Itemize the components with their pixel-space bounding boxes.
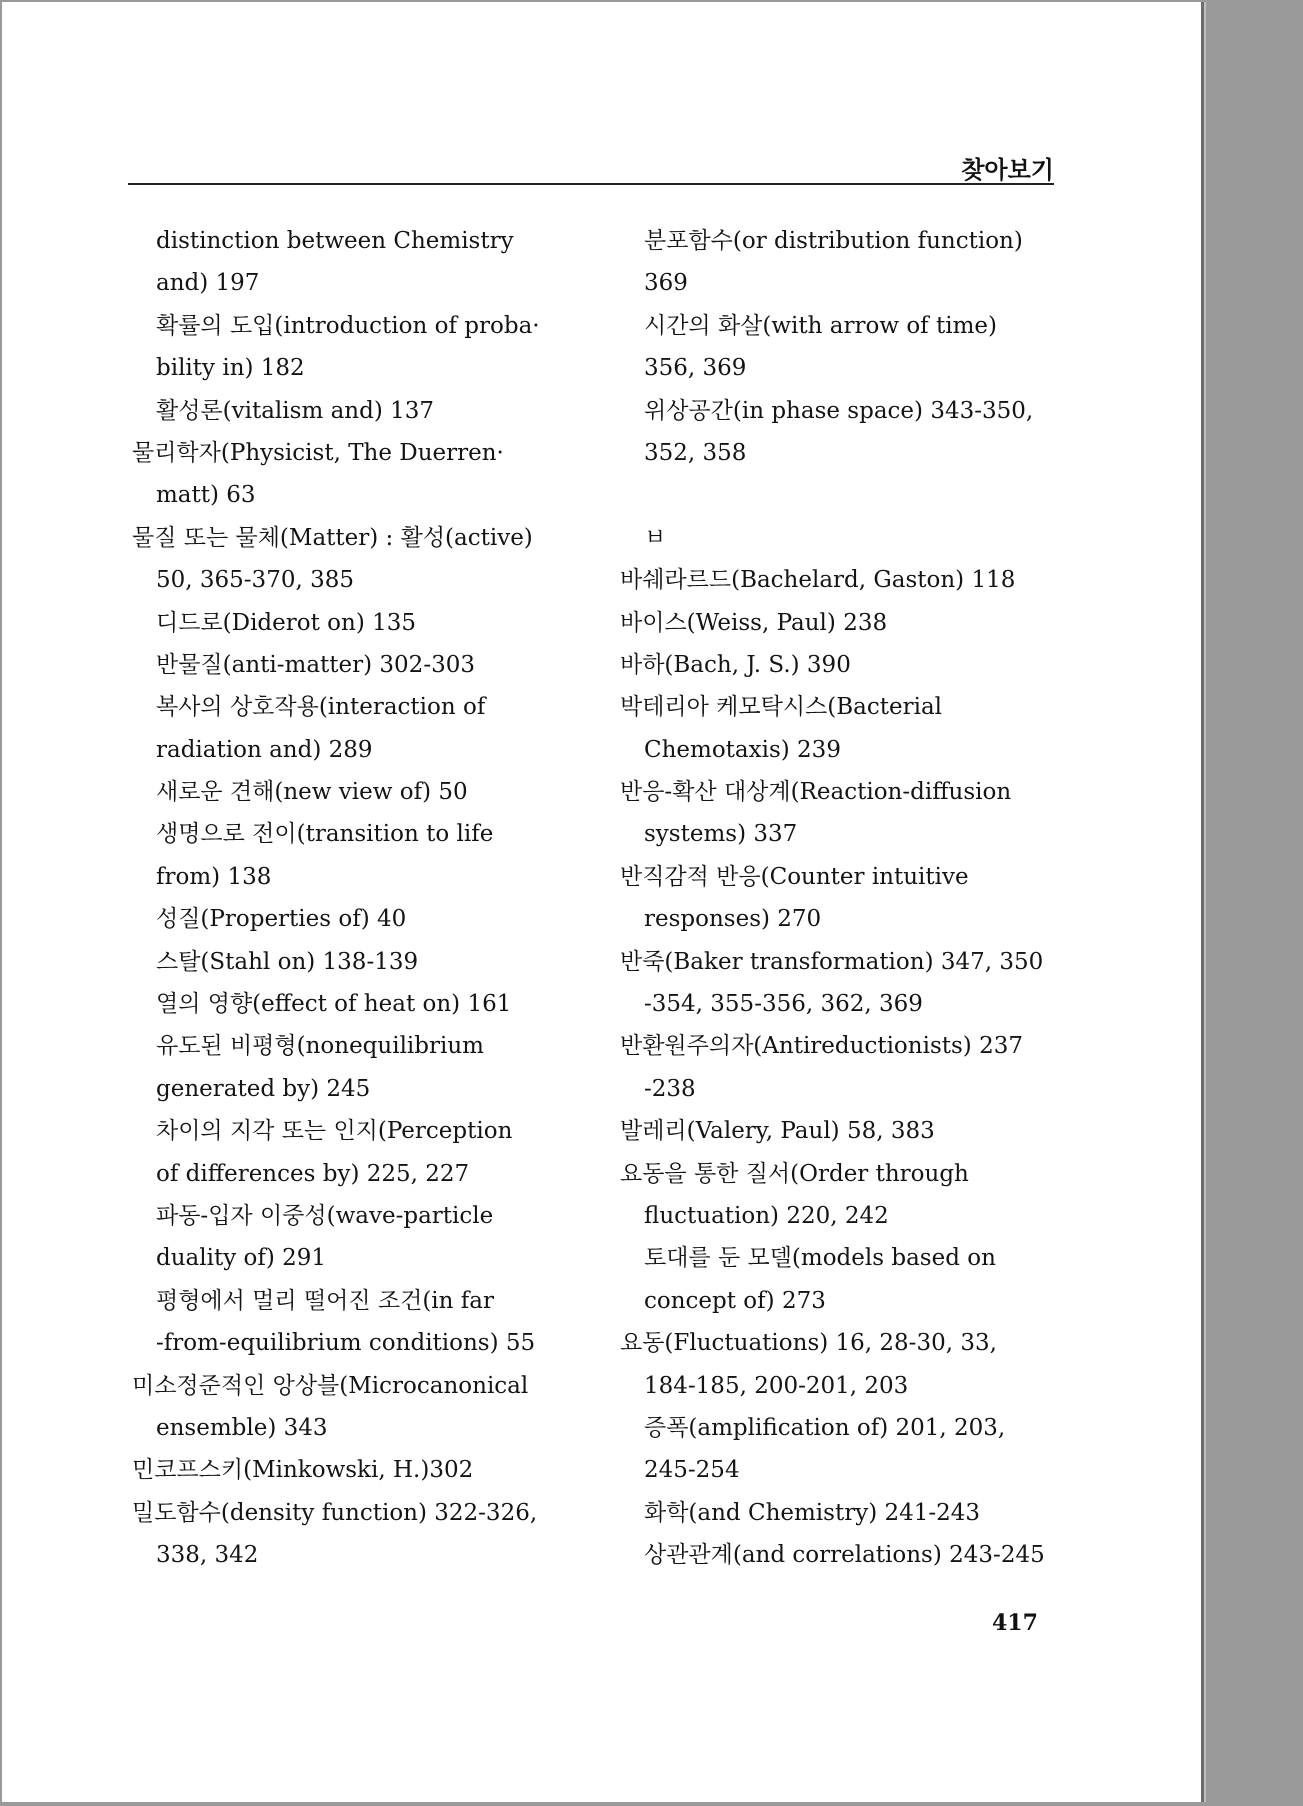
index-line: 복사의 상호작용(interaction of [156,694,486,721]
index-line: from) 138 [156,863,272,890]
index-line: 바쉐라르드(Bachelard, Gaston) 118 [620,567,1016,594]
index-line: 356, 369 [644,355,747,382]
index-line: 물리학자(Physicist, The Duerren· [132,439,504,466]
index-line: 184-185, 200-201, 203 [644,1372,909,1399]
page-number: 417 [992,1610,1038,1636]
index-line: 유도된 비평형(nonequilibrium [156,1033,484,1060]
index-line: radiation and) 289 [156,736,373,763]
index-line: 화학(and Chemistry) 241-243 [644,1499,981,1526]
index-line: 반환원주의자(Antireductionists) 237 [620,1033,1023,1060]
index-line: 차이의 지각 또는 인지(Perception [156,1118,513,1145]
index-line: 352, 358 [644,439,747,466]
index-line: 바이스(Weiss, Paul) 238 [620,609,888,636]
index-line: 245-254 [644,1457,740,1484]
index-line: ㅂ [644,524,667,551]
index-line: 미소정준적인 앙상블(Microcanonical [132,1372,529,1399]
index-line: responses) 270 [644,906,822,933]
index-line [620,474,1060,516]
index-line: 반직감적 반응(Counter intuitive [620,863,969,890]
index-line: 생명으로 전이(transition to life [156,821,494,848]
index-line: 분포함수(or distribution function) [644,228,1023,254]
index-line: 박테리아 케모탁시스(Bacterial [620,694,943,721]
index-line: 요동을 통한 질서(Order through [620,1160,969,1187]
index-line: ensemble) 343 [156,1414,328,1441]
index-line: of differences by) 225, 227 [156,1160,470,1187]
index-line: 50, 365-370, 385 [156,567,354,594]
index-line: 성질(Properties of) 40 [156,906,407,933]
index-line: 열의 영향(effect of heat on) 161 [156,991,512,1018]
index-line: Chemotaxis) 239 [644,736,841,763]
index-line: 토대를 둔 모델(models based on [644,1245,996,1272]
index-line: fluctuation) 220, 242 [644,1202,889,1229]
index-line: -354, 355-356, 362, 369 [644,991,923,1018]
index-line: 요동(Fluctuations) 16, 28-30, 33, [620,1330,997,1357]
index-line: systems) 337 [644,821,798,848]
index-line: 새로운 견해(new view of) 50 [156,779,468,806]
index-line: 바하(Bach, J. S.) 390 [620,651,851,678]
index-line: 디드로(Diderot on) 135 [156,609,416,636]
index-line: 시간의 화살(with arrow of time) [644,312,997,339]
index-line: duality of) 291 [156,1245,327,1272]
index-line: 파동-입자 이중성(wave-particle [156,1202,494,1229]
index-line: 밀도함수(density function) 322-326, [132,1499,538,1526]
index-line: -238 [644,1075,696,1102]
index-line: generated by) 245 [156,1075,371,1102]
index-line: 발레리(Valery, Paul) 58, 383 [620,1118,935,1145]
index-line: 활성론(vitalism and) 137 [156,397,435,424]
index-line: bility in) 182 [156,355,305,382]
book-page [2,2,1204,1802]
running-header-title: 찾아보기 [961,156,1054,184]
header-rule [128,183,1054,185]
index-line: 물질 또는 물체(Matter) : 활성(active) [132,524,533,551]
index-line: 상관관계(and correlations) 243-245 [644,1542,1045,1569]
index-column-left [132,220,572,1577]
index-line: 338, 342 [156,1542,259,1569]
index-line: and) 197 [156,270,260,297]
index-line: -from-equilibrium conditions) 55 [156,1330,536,1357]
index-line: 반응-확산 대상계(Reaction-diffusion [620,779,1012,806]
index-line: 확률의 도입(introduction of proba· [156,312,540,339]
index-line: 반죽(Baker transformation) 347, 350 [620,948,1044,975]
index-line: 평형에서 멀리 떨어진 조건(in far [156,1287,495,1314]
index-line: concept of) 273 [644,1287,826,1314]
index-line: matt) 63 [156,482,256,509]
index-line: 증폭(amplification of) 201, 203, [644,1414,1006,1441]
index-line: 스탈(Stahl on) 138-139 [156,948,419,975]
index-line: 반물질(anti-matter) 302-303 [156,651,475,678]
index-line: 위상공간(in phase space) 343-350, [644,397,1034,424]
index-line: distinction between Chemistry [156,228,514,254]
index-line: 369 [644,270,688,297]
index-column-right [620,220,1060,1577]
index-line: 민코프스키(Minkowski, H.)302 [132,1457,474,1484]
